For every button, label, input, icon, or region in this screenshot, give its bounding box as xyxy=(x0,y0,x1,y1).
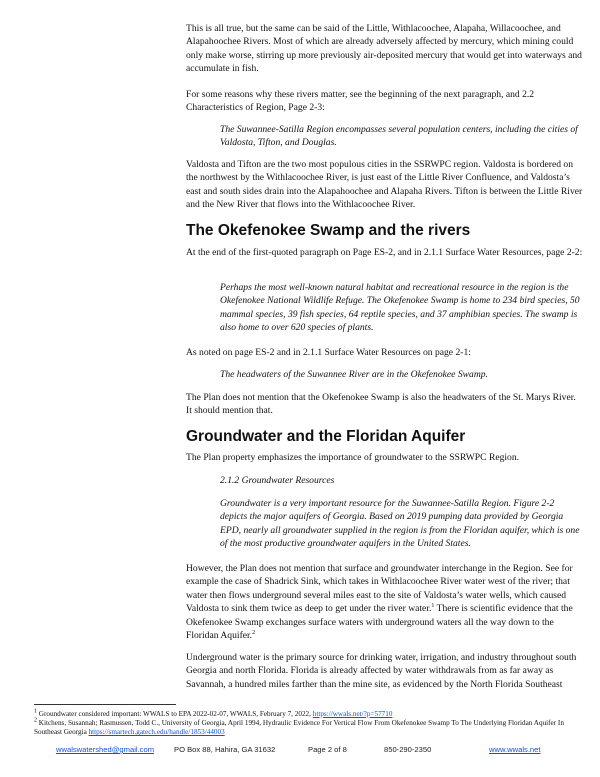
heading-groundwater: Groundwater and the Floridan Aquifer xyxy=(186,428,466,445)
footnote-1-link[interactable]: https://wwals.net/?p=57710 xyxy=(312,710,393,718)
footnote-2-text: Kitchens, Susannah; Rasmussen, Todd C., University of Georgia, April 1994, Hydraulic Evidence For Vertical Flow From Okefenokee Swamp To The Underlying Floridan Aquifer In Southeast Georgia xyxy=(34,719,564,737)
footnote-1-number: 1 xyxy=(34,708,37,715)
footnote-2-link[interactable]: https://smartech.gatech.edu/handle/1853/44003 xyxy=(88,728,225,737)
paragraph-valdosta-tifton: Valdosta and Tifton are the two most populous cities in the SSRWPC region. Valdosta is bordered on the northwest by the Withlacoochee River, is just east of the Little River Confluence, and Valdosta’s east and south sides drain into the Alapahoochee and Alapaha Rivers. Tifton is between the Little River and the New River that flows into the Withlacoochee River. xyxy=(186,159,583,211)
quote-section-title: 2.1.2 Groundwater Resources xyxy=(220,475,335,486)
footnote-separator xyxy=(34,704,176,705)
paragraph-okefenokee-exchange: There is scientific evidence that the Okefenokee Swamp exchanges surface waters with underground waters all the way down to the Floridan Aquifer. xyxy=(186,603,573,642)
footnote-ref-1[interactable]: 1 xyxy=(431,603,435,610)
quote-natural-habitat: Perhaps the most well-known natural habitat and recreational resource in the region is the Okefenokee National Wildlife Refuge. The Okefenokee Swamp is home to 234 bird species, 50 mammal species, 39 fish species, 64 reptile species, and 37 amphibian species. The swamp is also home to over 620 species of plants. xyxy=(220,282,580,334)
footer-page-number: Page 2 of 8 xyxy=(308,745,347,754)
footer-address: PO Box 88, Hahira, GA 31632 xyxy=(174,745,276,754)
quote-groundwater-resource: Groundwater is a very important resource for the Suwannee-Satilla Region. Figure 2-2 depicts the major aquifers of Georgia. Based on 2019 pumping data provided by Georgia EPD, nearly all groundwater supplied in the region is from the Floridan aquifer, which is one of the most productive groundwater aquifers in the United States. xyxy=(220,498,580,550)
quote-headwaters: The headwaters of the Suwannee River are in the Okefenokee Swamp. xyxy=(220,369,488,380)
paragraph-groundwater-importance: The Plan property emphasizes the importance of groundwater to the SSRWPC Region. xyxy=(186,452,520,463)
quote-population-centers: The Suwannee-Satilla Region encompasses several population centers, including the cities of Valdosta, Tifton, and Douglas. xyxy=(220,124,578,149)
heading-okefenokee: The Okefenokee Swamp and the rivers xyxy=(186,222,471,239)
paragraph-noted-es2: As noted on page ES-2 and in 2.1.1 Surface Water Resources on page 2-1: xyxy=(186,347,471,358)
footnote-2 xyxy=(34,719,574,737)
paragraph-st-marys: The Plan does not mention that the Okefenokee Swamp is also the headwaters of the St. Marys River. It should mention that. xyxy=(186,392,576,417)
paragraph-shadrick-sink xyxy=(186,562,584,642)
footnote-1-text: Groundwater considered important: WWALS to EPA 2022-02-07, WWALS, February 7, 2022, xyxy=(37,710,313,718)
footnote-ref-2[interactable]: 2 xyxy=(252,629,256,636)
paragraph-shadrick-text: However, the Plan does not mention that surface and groundwater interchange in the Region. See for example the case of Shadrick Sink, which takes in Withlacoochee River water west of the river; that water then flows underground several miles east to the site of Valdosta’s water wells, which caused Valdosta to sink them twice as deep to get under the river water. xyxy=(186,563,573,615)
footnote-2-number: 2 xyxy=(34,717,37,724)
paragraph-rivers-mercury: This is all true, but the same can be said of the Little, Withlacoochee, Alapaha, Willacoochee, and Alapahoochee Rivers. Most of which are already adversely affected by mercury, which mining could only make worse, stirring up more previously air-deposited mercury that would get into waterways and accumulate in fish. xyxy=(186,23,582,75)
footnote-1 xyxy=(34,710,574,719)
footer-email-link[interactable]: wwalswatershed@gmail.com xyxy=(56,745,155,754)
footer-website-link[interactable]: www.wwals.net xyxy=(489,745,541,754)
footer-phone: 850-290-2350 xyxy=(384,745,432,754)
page-footer xyxy=(40,745,560,757)
paragraph-reasons-rivers: For some reasons why these rivers matter, see the beginning of the next paragraph, and 2.2 Characteristics of Region, Page 2-3: xyxy=(186,89,535,114)
paragraph-first-quoted: At the end of the first-quoted paragraph on Page ES-2, and in 2.1.1 Surface Water Resources, page 2-2: xyxy=(186,247,583,258)
paragraph-underground-water: Underground water is the primary source for drinking water, irrigation, and industry throughout south Georgia and north Florida. Florida is already affected by water withdrawals from as far away as Savannah, a hundred miles farther than the mine site, as evidenced by the North Florida Southeast xyxy=(186,652,577,690)
